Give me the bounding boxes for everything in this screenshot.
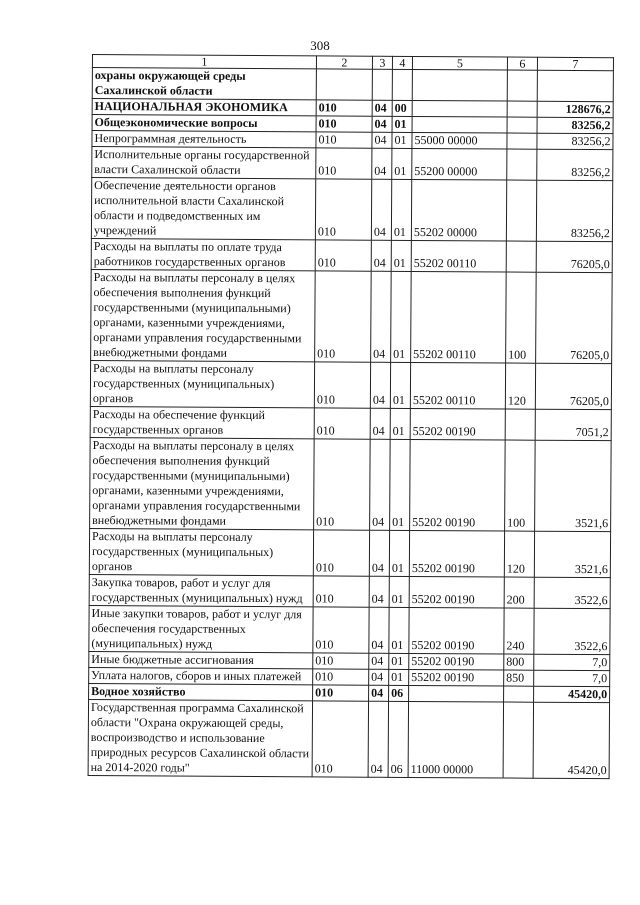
target-article-code-cell: 55200 00000 [412,148,507,180]
section-code-cell: 04 [372,116,392,132]
expense-type-code-cell [507,133,537,149]
ministry-code-cell: 010 [313,685,369,701]
expense-type-code-cell [507,149,537,180]
section-code-cell [372,69,392,100]
ministry-code-cell: 010 [316,148,372,179]
section-code-cell: 04 [369,669,389,685]
row-name-cell: Государственная программа Сахалинской области "Охрана окружающей среды, воспроизводство и использование природных ресурсов Сахалинской области на 2014-2020 годы" [88,699,312,776]
subsection-code-cell: 01 [389,576,409,607]
ministry-code-cell: 010 [313,669,369,685]
subsection-code-cell: 01 [391,271,412,362]
row-name-cell: Иные бюджетные ассигнования [89,651,313,668]
subsection-code-cell: 01 [390,362,410,408]
row-name-cell: Закупка товаров, работ и услуг для государственных (муниципальных) нужд [89,574,313,606]
expense-type-code-cell [506,180,536,241]
row-name-cell: Расходы на выплаты персоналу государственных (муниципальных) органов [89,528,313,575]
amount-cell: 76205,0 [535,363,611,409]
section-code-cell: 04 [370,362,390,408]
section-code-cell: 04 [372,148,392,179]
section-code-cell: 04 [369,576,389,607]
row-name-cell: Расходы на выплаты по оплате труда работников государственных органов [91,238,315,270]
section-code-cell: 04 [372,100,392,116]
ministry-code-cell [316,69,372,100]
amount-cell: 45420,0 [533,702,609,778]
amount-cell: 3521,6 [535,440,612,531]
subsection-code-cell: 01 [389,669,409,685]
subsection-code-cell: 01 [392,132,412,148]
table-row [90,360,611,409]
expense-type-code-cell [507,101,537,117]
row-name-cell: Расходы на обеспечение функций государственных органов [90,406,314,438]
subsection-code-cell: 01 [390,408,410,439]
table-row [89,528,610,577]
ministry-code-cell: 010 [314,408,370,439]
subsection-code-cell: 06 [388,701,408,777]
target-article-code-cell [412,69,507,101]
amount-cell [537,70,613,101]
expense-type-code-cell: 120 [504,531,534,577]
expense-type-code-cell: 240 [504,608,534,654]
amount-cell: 76205,0 [536,241,612,272]
section-code-cell: 04 [369,685,389,701]
expense-type-code-cell: 200 [504,577,534,608]
target-article-code-cell [409,685,504,702]
amount-cell: 3522,6 [534,577,610,608]
column-header: 2 [316,56,372,69]
amount-cell: 3521,6 [534,531,610,577]
table-row [91,178,612,242]
row-name-cell: Расходы на выплаты персоналу в целях обеспечения выполнения функций государственными (муниципальными) органами, казенными учреждениями, органами управления государственными внебюджетными фондами [90,437,315,529]
expense-type-code-cell: 800 [504,654,534,670]
ministry-code-cell: 010 [313,607,369,653]
target-article-code-cell: 11000 00000 [408,701,503,778]
column-header: 1 [92,55,316,69]
target-article-code-cell: 55202 00110 [411,240,506,272]
amount-cell: 83256,2 [537,133,613,149]
target-article-code-cell: 55000 00000 [412,132,507,149]
section-code-cell: 04 [371,240,391,271]
amount-cell: 3522,6 [534,608,610,654]
subsection-code-cell: 01 [391,240,411,271]
target-article-code-cell: 55202 00190 [410,408,505,440]
table-row [89,574,610,608]
column-header: 4 [392,56,412,69]
expense-type-code-cell: 100 [506,272,537,363]
section-code-cell: 04 [372,132,392,148]
amount-cell: 83256,2 [537,149,613,180]
subsection-code-cell: 06 [389,685,409,701]
expense-type-code-cell [505,409,535,440]
section-code-cell: 04 [369,607,389,653]
subsection-code-cell: 01 [391,179,411,240]
amount-cell: 7051,2 [535,409,611,440]
expense-type-code-cell: 850 [504,670,534,686]
target-article-code-cell: 55202 00190 [409,530,504,577]
target-article-code-cell: 55202 00190 [409,576,504,608]
target-article-code-cell: 55202 00190 [409,653,504,670]
table-row [89,605,610,654]
page-number: 308 [310,38,330,53]
row-name-cell: Расходы на выплаты персоналу в целях обеспечения выполнения функций государственными (муниципальными) органами, казенными учреждениями, органами управления государственными внебюджетными фондами [91,269,316,361]
row-name-cell: Водное хозяйство [89,683,313,700]
section-code-cell: 04 [369,530,389,576]
target-article-code-cell [412,116,507,133]
expense-type-code-cell: 100 [505,440,536,531]
amount-cell: 45420,0 [534,686,610,702]
column-header: 3 [372,56,392,69]
subsection-code-cell: 01 [390,439,411,530]
expense-type-code-cell [507,117,537,133]
row-name-cell: Общеэкономические вопросы [92,115,316,132]
ministry-code-cell: 010 [313,653,369,669]
expense-type-code-cell [506,241,536,272]
table-row [88,699,609,778]
amount-cell: 7,0 [534,670,610,686]
ministry-code-cell: 010 [316,100,372,116]
table-row [91,269,613,363]
ministry-code-cell: 010 [315,179,371,240]
ministry-code-cell: 010 [315,240,371,271]
target-article-code-cell [412,100,507,117]
amount-cell: 128676,2 [537,101,613,117]
target-article-code-cell: 55202 00110 [411,271,507,363]
target-article-code-cell: 55202 00190 [409,669,504,686]
expense-type-code-cell [504,686,534,702]
table-row [92,147,613,181]
section-code-cell: 04 [371,179,391,240]
amount-cell: 83256,2 [536,180,612,241]
target-article-code-cell: 55202 00000 [411,179,506,241]
row-name-cell: НАЦИОНАЛЬНАЯ ЭКОНОМИКА [92,99,316,116]
row-name-cell: Непрограммная деятельность [92,131,316,148]
amount-cell: 83256,2 [537,117,613,133]
ministry-code-cell: 010 [316,132,372,148]
table-row [92,68,613,102]
ministry-code-cell: 010 [314,362,370,408]
table-row [91,238,612,272]
column-header: 6 [507,57,537,70]
row-name-cell: Уплата налогов, сборов и иных платежей [89,667,313,684]
subsection-code-cell: 00 [392,100,412,116]
subsection-code-cell: 01 [392,148,412,179]
row-name-cell: Исполнительные органы государственной власти Сахалинской области [92,147,316,179]
ministry-code-cell: 010 [314,439,371,530]
subsection-code-cell: 01 [392,116,412,132]
target-article-code-cell: 55202 00190 [409,607,504,654]
expense-type-code-cell [507,70,537,101]
target-article-code-cell: 55202 00110 [410,362,505,409]
row-name-cell: Иные закупки товаров, работ и услуг для обеспечения государственных (муниципальных) нужд [89,605,313,652]
amount-cell: 7,0 [534,654,610,670]
subsection-code-cell: 01 [389,530,409,576]
section-code-cell: 04 [370,408,390,439]
expense-type-code-cell: 120 [505,363,535,409]
subsection-code-cell [392,69,412,100]
target-article-code-cell: 55202 00190 [410,439,506,531]
section-code-cell: 04 [369,653,389,669]
section-code-cell: 04 [368,701,388,777]
row-name-cell: Расходы на выплаты персоналу государственных (муниципальных) органов [90,360,314,407]
subsection-code-cell: 01 [389,653,409,669]
ministry-code-cell: 010 [313,576,369,607]
ministry-code-cell: 010 [316,116,372,132]
budget-table [88,54,614,779]
section-code-cell: 04 [370,439,391,530]
column-header: 5 [412,56,507,70]
amount-cell: 76205,0 [536,272,613,363]
row-name-cell: Обеспечение деятельности органов исполнительной власти Сахалинской области и подведомственных им учреждений [91,178,315,240]
ministry-code-cell: 010 [313,530,369,576]
row-name-cell: охраны окружающей среды Сахалинской области [92,68,316,100]
ministry-code-cell: 010 [315,271,372,362]
column-header: 7 [537,57,613,70]
table-row [90,406,611,440]
section-code-cell: 04 [371,271,392,362]
expense-type-code-cell [503,702,533,778]
subsection-code-cell: 01 [389,607,409,653]
table-row [90,437,612,531]
ministry-code-cell: 010 [312,701,368,777]
